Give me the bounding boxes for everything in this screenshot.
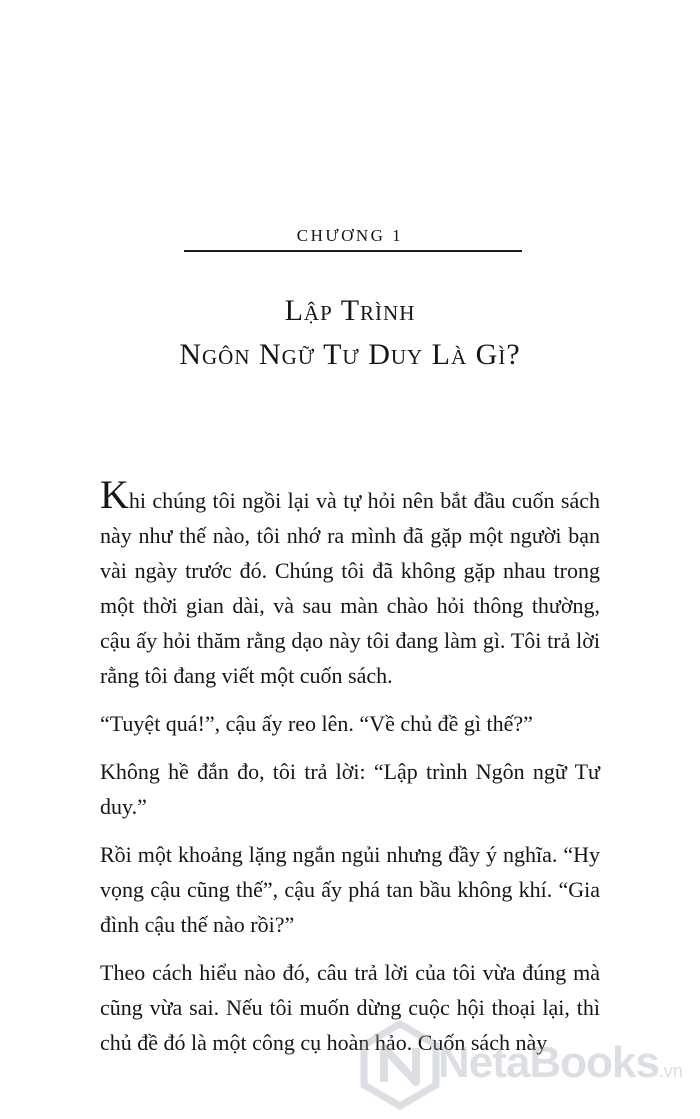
watermark-brand-suffix: .vn (658, 1061, 683, 1081)
chapter-title-line-2: Ngôn Ngữ Tư Duy Là Gì? (179, 338, 521, 371)
paragraph-1-text: hi chúng tôi ngồi lại và tự hỏi nên bắt đầu cuốn sách này như thế nào, tôi nhớ ra mình đã gặp một người bạn vài ngày trước đó. Chúng tôi đã không gặp nhau trong một thời gian dài, và sau màn chào hỏi thông thường, cậu ấy hỏi thăm rằng dạo này tôi đang làm gì. Tôi trả lời rằng tôi đang viết một cuốn sách. (100, 488, 600, 688)
chapter-title-line-1: Lập Trình (284, 294, 416, 327)
paragraph-2: “Tuyệt quá!”, cậu ấy reo lên. “Về chủ đề gì thế?” (100, 711, 533, 736)
body-text (100, 472, 600, 1073)
chapter-title (0, 289, 700, 377)
drop-cap: K (100, 472, 129, 517)
paragraph-3: Không hề đắn đo, tôi trả lời: “Lập trình Ngôn ngữ Tư duy.” (100, 759, 600, 819)
watermark-brand (438, 1038, 683, 1096)
paragraph-4: Rồi một khoảng lặng ngắn ngủi nhưng đầy ý nghĩa. “Hy vọng cậu cũng thế”, cậu ấy phá tan bầu không khí. “Gia đình cậu thế nào rồi?” (100, 842, 600, 937)
chapter-divider (184, 250, 522, 252)
watermark (360, 1020, 700, 1110)
paragraph-5: Theo cách hiểu nào đó, câu trả lời của tôi vừa đúng mà cũng vừa sai. Nếu tôi muốn dừng cuộc hội thoại lại, thì chủ đề đó là một công cụ hoàn hảo. Cuốn sách này (100, 960, 600, 1055)
chapter-label: CHƯƠNG 1 (296, 226, 404, 245)
netabooks-logo-icon (360, 1020, 440, 1110)
paragraph-1 (100, 472, 600, 693)
watermark-brand-name: NetaBooks (438, 1038, 659, 1087)
